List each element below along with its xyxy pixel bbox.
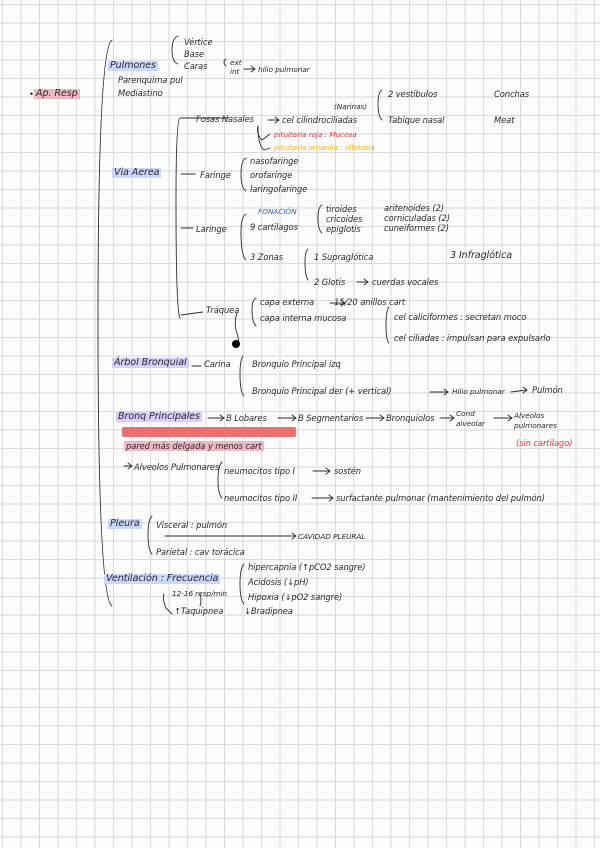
zona-glotis: 2 Glotis xyxy=(314,277,346,287)
laringe-zonas: 3 Zonas xyxy=(250,252,283,262)
ventilacion-hipercapnia: hipercapnia (↑pCO2 sangre) xyxy=(248,562,366,572)
fosas-nasales: Fosas Nasales xyxy=(196,114,254,124)
arbol-carina: Carina xyxy=(204,359,231,369)
bronq-lobares: B Lobares xyxy=(226,413,267,423)
faringe-label: Faringe xyxy=(200,170,231,180)
pulmones-ext: ext xyxy=(230,58,242,67)
via-aerea-title: Via Aerea xyxy=(114,167,160,178)
cart-aritenoides: aritenoides (2) xyxy=(384,203,444,213)
cart-tiroides: tiroides xyxy=(326,204,357,214)
bronq-alveolos: Alveolos pulmonares xyxy=(514,411,557,430)
meat: Meat xyxy=(494,115,515,125)
bullet-dot: • xyxy=(29,89,34,99)
bronq-conductos: Cond alveolar xyxy=(456,409,485,428)
ventilacion-bradipnea: ↓Bradipnea xyxy=(244,606,293,616)
pituitaria-roja: pituitaria roja : Mucosa xyxy=(274,130,357,139)
traquea-cel-caliciformes: cel caliciformes : secretan moco xyxy=(394,312,527,322)
laringe-fonacion: FONACIÓN xyxy=(258,207,297,216)
zona-supraglotica: 1 Supraglótica xyxy=(314,252,374,262)
tabique-nasal: Tabique nasal xyxy=(388,115,445,125)
dos-vestibulos: 2 vestíbulos xyxy=(388,89,438,99)
root-label: Ap. Resp xyxy=(36,88,78,99)
pulmones-base: Base xyxy=(184,49,204,59)
traquea-cel-ciliadas: cel ciliadas : impulsan para expulsarlo xyxy=(394,333,551,343)
pleura-parietal: Parietal : cav torácica xyxy=(156,547,245,557)
traquea-label: Tráquea xyxy=(206,305,240,315)
conchas: Conchas xyxy=(494,89,529,99)
traquea-anillos: 15/20 anillos cart xyxy=(334,297,406,307)
laringe-label: Laringe xyxy=(196,224,227,234)
bronq-red-highlight-bar xyxy=(122,427,296,437)
laringe-cartilagos: 9 cartilagos xyxy=(250,222,298,232)
bronq-pared: pared más delgada y menos cart xyxy=(126,441,262,451)
cart-cricoides: cricoides xyxy=(326,214,363,224)
alveolos-tipo2: neumocitos tipo II xyxy=(224,493,298,503)
fosas-cel: cel cilindrociliadas xyxy=(282,115,358,125)
pulmones-parenquima: Parenquima pul xyxy=(118,75,183,85)
pleura-cavidad: CAVIDAD PLEURAL xyxy=(298,532,366,541)
bronq-segmentarios: B Segmentarios xyxy=(298,413,364,423)
arbol-hilio: Hilio pulmonar xyxy=(452,387,505,396)
ventilacion-hipoxia: Hipoxia (↓pO2 sangre) xyxy=(248,592,343,602)
bronq-title: Bronq Principales xyxy=(118,411,200,422)
pituitaria-amarilla: pituitaria amarilla : olfatoria xyxy=(274,143,375,152)
cuerdas-vocales: cuerdas vocales xyxy=(372,277,439,287)
pulmones-int: int xyxy=(230,67,240,76)
alveolos-tipo1: neumocitos tipo I xyxy=(224,466,295,476)
pleura-title: Pleura xyxy=(110,518,140,529)
faringe-item-1: nasofaringe xyxy=(250,156,299,166)
alveolos-title: Alveolos Pulmonares xyxy=(134,462,220,472)
ventilacion-acidosis: Acidosis (↓pH) xyxy=(248,577,309,587)
arbol-pulmon: Pulmón xyxy=(532,385,563,395)
bronquio-izq: Bronquio Principal izq xyxy=(252,359,341,369)
alveolos-surfactante: surfactante pulmonar (mantenimiento del pulmón) xyxy=(336,493,545,503)
pleura-visceral: Visceral : pulmón xyxy=(156,520,228,530)
pulmones-caras: Caras xyxy=(184,61,208,71)
faringe-item-3: laringofaringe xyxy=(250,184,308,194)
ventilacion-taquipnea: ↑Taquipnea xyxy=(174,606,224,616)
traquea-capa-interna: capa interna mucosa xyxy=(260,313,347,323)
pulmones-title: Pulmones xyxy=(110,60,156,71)
arbol-title: Árbol Bronquial xyxy=(114,357,187,368)
ventilacion-rango: 12-16 resp/min xyxy=(172,589,227,598)
pulmones-mediastino: Mediastino xyxy=(118,88,163,98)
cart-corniculadas: corniculadas (2) xyxy=(384,213,450,223)
zona-infraglotica: 3 Infraglótica xyxy=(450,250,513,261)
bronq-sin-cartilago: (sin cartílago) xyxy=(516,438,573,448)
bronquio-der: Bronquio Principal der (+ vertical) xyxy=(252,386,392,396)
bronq-bronquiolos: Bronquiolos xyxy=(386,413,435,423)
alveolos-sosten: sostén xyxy=(334,466,361,476)
pulmones-hilio: hilio pulmonar xyxy=(258,65,310,74)
cart-epiglotis: epiglotis xyxy=(326,224,361,234)
pulmones-vertice: Vértice xyxy=(184,37,213,47)
cart-cuneiformes: cuneiformes (2) xyxy=(384,223,449,233)
ventilacion-title: Ventilación : Frecuencia xyxy=(106,573,219,584)
traquea-capa-externa: capa externa xyxy=(260,297,315,307)
faringe-item-2: orofaringe xyxy=(250,170,293,180)
fosas-parentesis: (Narinas) xyxy=(334,102,368,111)
